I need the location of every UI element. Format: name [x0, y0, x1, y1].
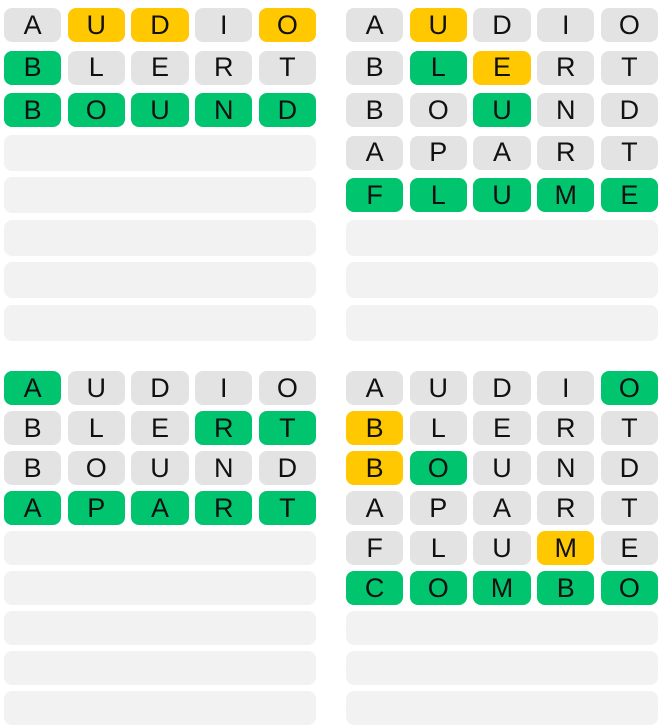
- letter-tile-absent: E: [473, 411, 530, 445]
- letter-tile-absent: N: [537, 451, 594, 485]
- guess-row: [4, 7, 316, 43]
- guess-row: [346, 92, 658, 128]
- letter-tile-absent: E: [131, 411, 188, 445]
- guess-row: [346, 451, 658, 485]
- guess-row: [346, 531, 658, 565]
- letter-tile-correct: D: [259, 93, 316, 127]
- letter-tile-absent: T: [259, 51, 316, 85]
- board-bottom-right: [346, 371, 658, 725]
- guess-row: [346, 371, 658, 405]
- guess-row: [4, 491, 316, 525]
- empty-guess-row: [4, 220, 316, 256]
- letter-tile-correct: U: [131, 93, 188, 127]
- letter-tile-absent: O: [259, 371, 316, 405]
- letter-tile-absent: L: [410, 411, 467, 445]
- letter-tile-absent: T: [601, 411, 658, 445]
- letter-tile-absent: A: [4, 8, 61, 42]
- letter-tile-absent: D: [601, 451, 658, 485]
- letter-tile-absent: T: [601, 491, 658, 525]
- letter-tile-absent: R: [537, 411, 594, 445]
- board-top-left: [4, 7, 316, 341]
- letter-tile-absent: A: [346, 136, 403, 170]
- board-top-right: [346, 7, 658, 341]
- letter-tile-correct: P: [68, 491, 125, 525]
- board-bottom-left: [4, 371, 316, 725]
- empty-guess-row: [346, 220, 658, 256]
- letter-tile-absent: P: [410, 136, 467, 170]
- letter-tile-absent: B: [346, 93, 403, 127]
- empty-guess-row: [4, 611, 316, 645]
- letter-tile-correct: M: [473, 571, 530, 605]
- empty-guess-row: [346, 611, 658, 645]
- letter-tile-absent: O: [601, 8, 658, 42]
- letter-tile-present: E: [473, 51, 530, 85]
- letter-tile-absent: D: [473, 8, 530, 42]
- letter-tile-absent: T: [601, 51, 658, 85]
- letter-tile-correct: E: [601, 178, 658, 212]
- letter-tile-absent: B: [346, 51, 403, 85]
- letter-tile-absent: L: [410, 531, 467, 565]
- letter-tile-absent: I: [537, 371, 594, 405]
- letter-tile-absent: I: [537, 8, 594, 42]
- empty-guess-row: [4, 262, 316, 298]
- guess-row: [346, 50, 658, 86]
- letter-tile-present: U: [68, 8, 125, 42]
- letter-tile-correct: U: [473, 93, 530, 127]
- letter-tile-correct: U: [473, 178, 530, 212]
- letter-tile-correct: A: [4, 491, 61, 525]
- empty-guess-row: [4, 571, 316, 605]
- letter-tile-correct: B: [4, 93, 61, 127]
- letter-tile-correct: A: [4, 371, 61, 405]
- guess-row: [4, 50, 316, 86]
- letter-tile-present: D: [131, 8, 188, 42]
- letter-tile-absent: N: [195, 451, 252, 485]
- letter-tile-absent: U: [68, 371, 125, 405]
- letter-tile-correct: R: [195, 491, 252, 525]
- letter-tile-absent: U: [473, 531, 530, 565]
- empty-guess-row: [4, 135, 316, 171]
- letter-tile-absent: D: [259, 451, 316, 485]
- guess-row: [346, 7, 658, 43]
- letter-tile-correct: T: [259, 411, 316, 445]
- empty-guess-row: [346, 651, 658, 685]
- guess-row: [4, 371, 316, 405]
- letter-tile-present: B: [346, 451, 403, 485]
- letter-tile-absent: N: [537, 93, 594, 127]
- letter-tile-absent: D: [131, 371, 188, 405]
- guess-row: [346, 177, 658, 213]
- empty-guess-row: [346, 305, 658, 341]
- empty-guess-row: [346, 262, 658, 298]
- letter-tile-absent: U: [473, 451, 530, 485]
- letter-tile-absent: B: [4, 411, 61, 445]
- letter-tile-present: M: [537, 531, 594, 565]
- letter-tile-absent: R: [537, 51, 594, 85]
- letter-tile-correct: B: [537, 571, 594, 605]
- guess-row: [346, 411, 658, 445]
- letter-tile-correct: B: [4, 51, 61, 85]
- guess-row: [346, 135, 658, 171]
- empty-guess-row: [346, 691, 658, 725]
- letter-tile-correct: T: [259, 491, 316, 525]
- letter-tile-absent: O: [410, 93, 467, 127]
- letter-tile-absent: E: [601, 531, 658, 565]
- empty-guess-row: [4, 177, 316, 213]
- empty-guess-row: [4, 691, 316, 725]
- letter-tile-absent: D: [601, 93, 658, 127]
- letter-tile-absent: U: [410, 371, 467, 405]
- letter-tile-correct: O: [410, 571, 467, 605]
- letter-tile-absent: A: [346, 491, 403, 525]
- letter-tile-correct: M: [537, 178, 594, 212]
- letter-tile-correct: C: [346, 571, 403, 605]
- guess-row: [346, 491, 658, 525]
- letter-tile-absent: R: [537, 136, 594, 170]
- letter-tile-correct: A: [131, 491, 188, 525]
- letter-tile-absent: F: [346, 531, 403, 565]
- letter-tile-absent: E: [131, 51, 188, 85]
- letter-tile-correct: R: [195, 411, 252, 445]
- letter-tile-absent: B: [4, 451, 61, 485]
- letter-tile-absent: O: [68, 451, 125, 485]
- empty-guess-row: [4, 531, 316, 565]
- letter-tile-absent: P: [410, 491, 467, 525]
- letter-tile-absent: U: [131, 451, 188, 485]
- letter-tile-absent: L: [68, 411, 125, 445]
- letter-tile-absent: I: [195, 371, 252, 405]
- letter-tile-present: U: [410, 8, 467, 42]
- letter-tile-absent: L: [68, 51, 125, 85]
- letter-tile-correct: F: [346, 178, 403, 212]
- guess-row: [346, 571, 658, 605]
- guess-row: [4, 92, 316, 128]
- guess-row: [4, 411, 316, 445]
- letter-tile-absent: R: [195, 51, 252, 85]
- letter-tile-absent: A: [346, 8, 403, 42]
- letter-tile-present: O: [259, 8, 316, 42]
- letter-tile-present: B: [346, 411, 403, 445]
- letter-tile-correct: L: [410, 178, 467, 212]
- letter-tile-correct: O: [601, 371, 658, 405]
- letter-tile-correct: O: [68, 93, 125, 127]
- letter-tile-correct: O: [410, 451, 467, 485]
- letter-tile-correct: O: [601, 571, 658, 605]
- letter-tile-correct: L: [410, 51, 467, 85]
- letter-tile-correct: N: [195, 93, 252, 127]
- letter-tile-absent: R: [537, 491, 594, 525]
- guess-row: [4, 451, 316, 485]
- letter-tile-absent: I: [195, 8, 252, 42]
- letter-tile-absent: A: [346, 371, 403, 405]
- empty-guess-row: [4, 305, 316, 341]
- empty-guess-row: [4, 651, 316, 685]
- letter-tile-absent: A: [473, 136, 530, 170]
- letter-tile-absent: T: [601, 136, 658, 170]
- letter-tile-absent: A: [473, 491, 530, 525]
- letter-tile-absent: D: [473, 371, 530, 405]
